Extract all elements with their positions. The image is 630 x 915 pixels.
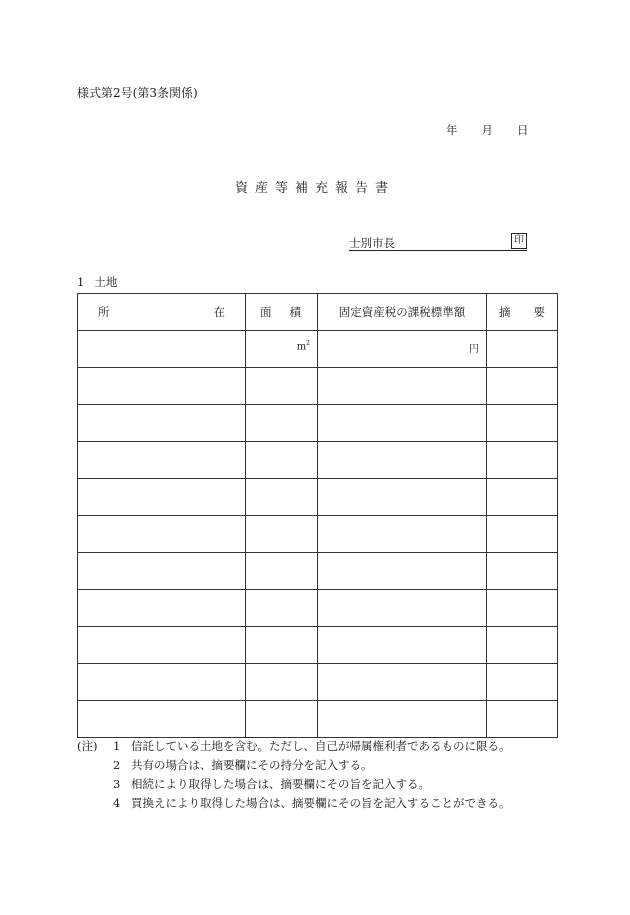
section-title: 土地 [94,275,118,289]
table-row [78,664,558,701]
location-cell[interactable] [78,664,246,701]
header-location [78,294,246,331]
remarks-cell[interactable] [487,479,558,516]
area-cell[interactable] [246,553,318,590]
note-text: 買換えにより取得した場合は、摘要欄にその旨を記入することができる。 [131,796,511,810]
location-cell[interactable] [78,479,246,516]
table-row [78,627,558,664]
section-heading [77,274,117,290]
header-area [246,294,318,331]
table-row [78,368,558,405]
table-row [78,442,558,479]
tax-standard-cell[interactable] [318,405,487,442]
tax-standard-cell[interactable] [318,516,487,553]
tax-standard-cell[interactable] [318,331,487,368]
tax-standard-cell[interactable] [318,479,487,516]
tax-standard-cell[interactable] [318,442,487,479]
table-row [78,590,558,627]
remarks-cell[interactable] [487,701,558,738]
note-item [77,756,511,775]
blank-rows [78,368,558,738]
location-cell[interactable] [78,331,246,368]
location-cell[interactable] [78,368,246,405]
remarks-cell[interactable] [487,590,558,627]
area-cell[interactable] [246,479,318,516]
table-row [78,553,558,590]
area-cell[interactable] [246,331,318,368]
area-cell[interactable] [246,664,318,701]
remarks-cell[interactable] [487,553,558,590]
tax-standard-cell[interactable] [318,627,487,664]
land-table [77,293,558,738]
table-row [78,405,558,442]
header-remarks-a: 摘 [499,305,511,319]
note-number: 4 [113,796,121,810]
header-remarks [487,294,558,331]
location-cell[interactable] [78,590,246,627]
area-cell[interactable] [246,516,318,553]
date-day-label: 日 [517,123,529,137]
date-line [446,122,529,138]
tax-standard-cell[interactable] [318,664,487,701]
remarks-cell[interactable] [487,331,558,368]
area-cell[interactable] [246,405,318,442]
header-area-a: 面 [260,305,272,319]
remarks-cell[interactable] [487,627,558,664]
remarks-cell[interactable] [487,405,558,442]
area-cell[interactable] [246,590,318,627]
tax-standard-cell[interactable] [318,553,487,590]
header-area-b: 積 [289,305,301,319]
mayor-label: 士別市長 [349,236,395,250]
area-cell[interactable] [246,701,318,738]
header-location-a: 所 [98,305,110,319]
remarks-cell[interactable] [487,442,558,479]
note-text: 相続により取得した場合は、摘要欄にその旨を記入する。 [131,777,430,791]
addressee-line [349,233,527,251]
table-row [78,701,558,738]
header-remarks-b: 要 [533,305,545,319]
area-cell[interactable] [246,627,318,664]
note-item [77,794,511,813]
remarks-cell[interactable] [487,368,558,405]
form-number: 様式第2号(第3条関係) [77,86,198,100]
note-text: 共有の場合は、摘要欄にその持分を記入する。 [131,758,373,772]
date-month-label: 月 [481,123,493,137]
header-tax-standard-label: 固定資産税の課税標準額 [338,305,466,319]
tax-standard-cell[interactable] [318,701,487,738]
location-cell[interactable] [78,516,246,553]
note-item [77,737,511,756]
table-row [78,479,558,516]
location-cell[interactable] [78,405,246,442]
notes-indent [77,794,113,813]
seal-mark: 印 [511,233,527,249]
tax-standard-cell[interactable] [318,590,487,627]
location-cell[interactable] [78,701,246,738]
area-cell[interactable] [246,368,318,405]
note-number: 3 [113,777,121,791]
note-text: 信託している土地を含む。ただし、自己が帰属権利者であるものに限る。 [131,739,511,753]
area-cell[interactable] [246,442,318,479]
section-number: 1 [77,275,85,289]
note-number: 2 [113,758,121,772]
notes-indent [77,775,113,794]
remarks-cell[interactable] [487,516,558,553]
header-location-b: 在 [213,305,225,319]
notes-label: (注) [77,739,98,753]
date-year-label: 年 [446,123,458,137]
notes-indent [77,756,113,775]
tax-standard-cell[interactable] [318,368,487,405]
document-title: 資産等補充報告書 [234,181,395,196]
note-item [77,775,511,794]
area-unit: $m^2$ [296,340,310,353]
header-tax-standard [318,294,487,331]
table-row [78,331,558,368]
location-cell[interactable] [78,553,246,590]
amount-unit: 円 [469,344,479,355]
remarks-cell[interactable] [487,664,558,701]
note-number: 1 [113,739,121,753]
notes-block [77,737,511,813]
table-header-row [78,294,558,331]
table-row [78,516,558,553]
location-cell[interactable] [78,442,246,479]
location-cell[interactable] [78,627,246,664]
